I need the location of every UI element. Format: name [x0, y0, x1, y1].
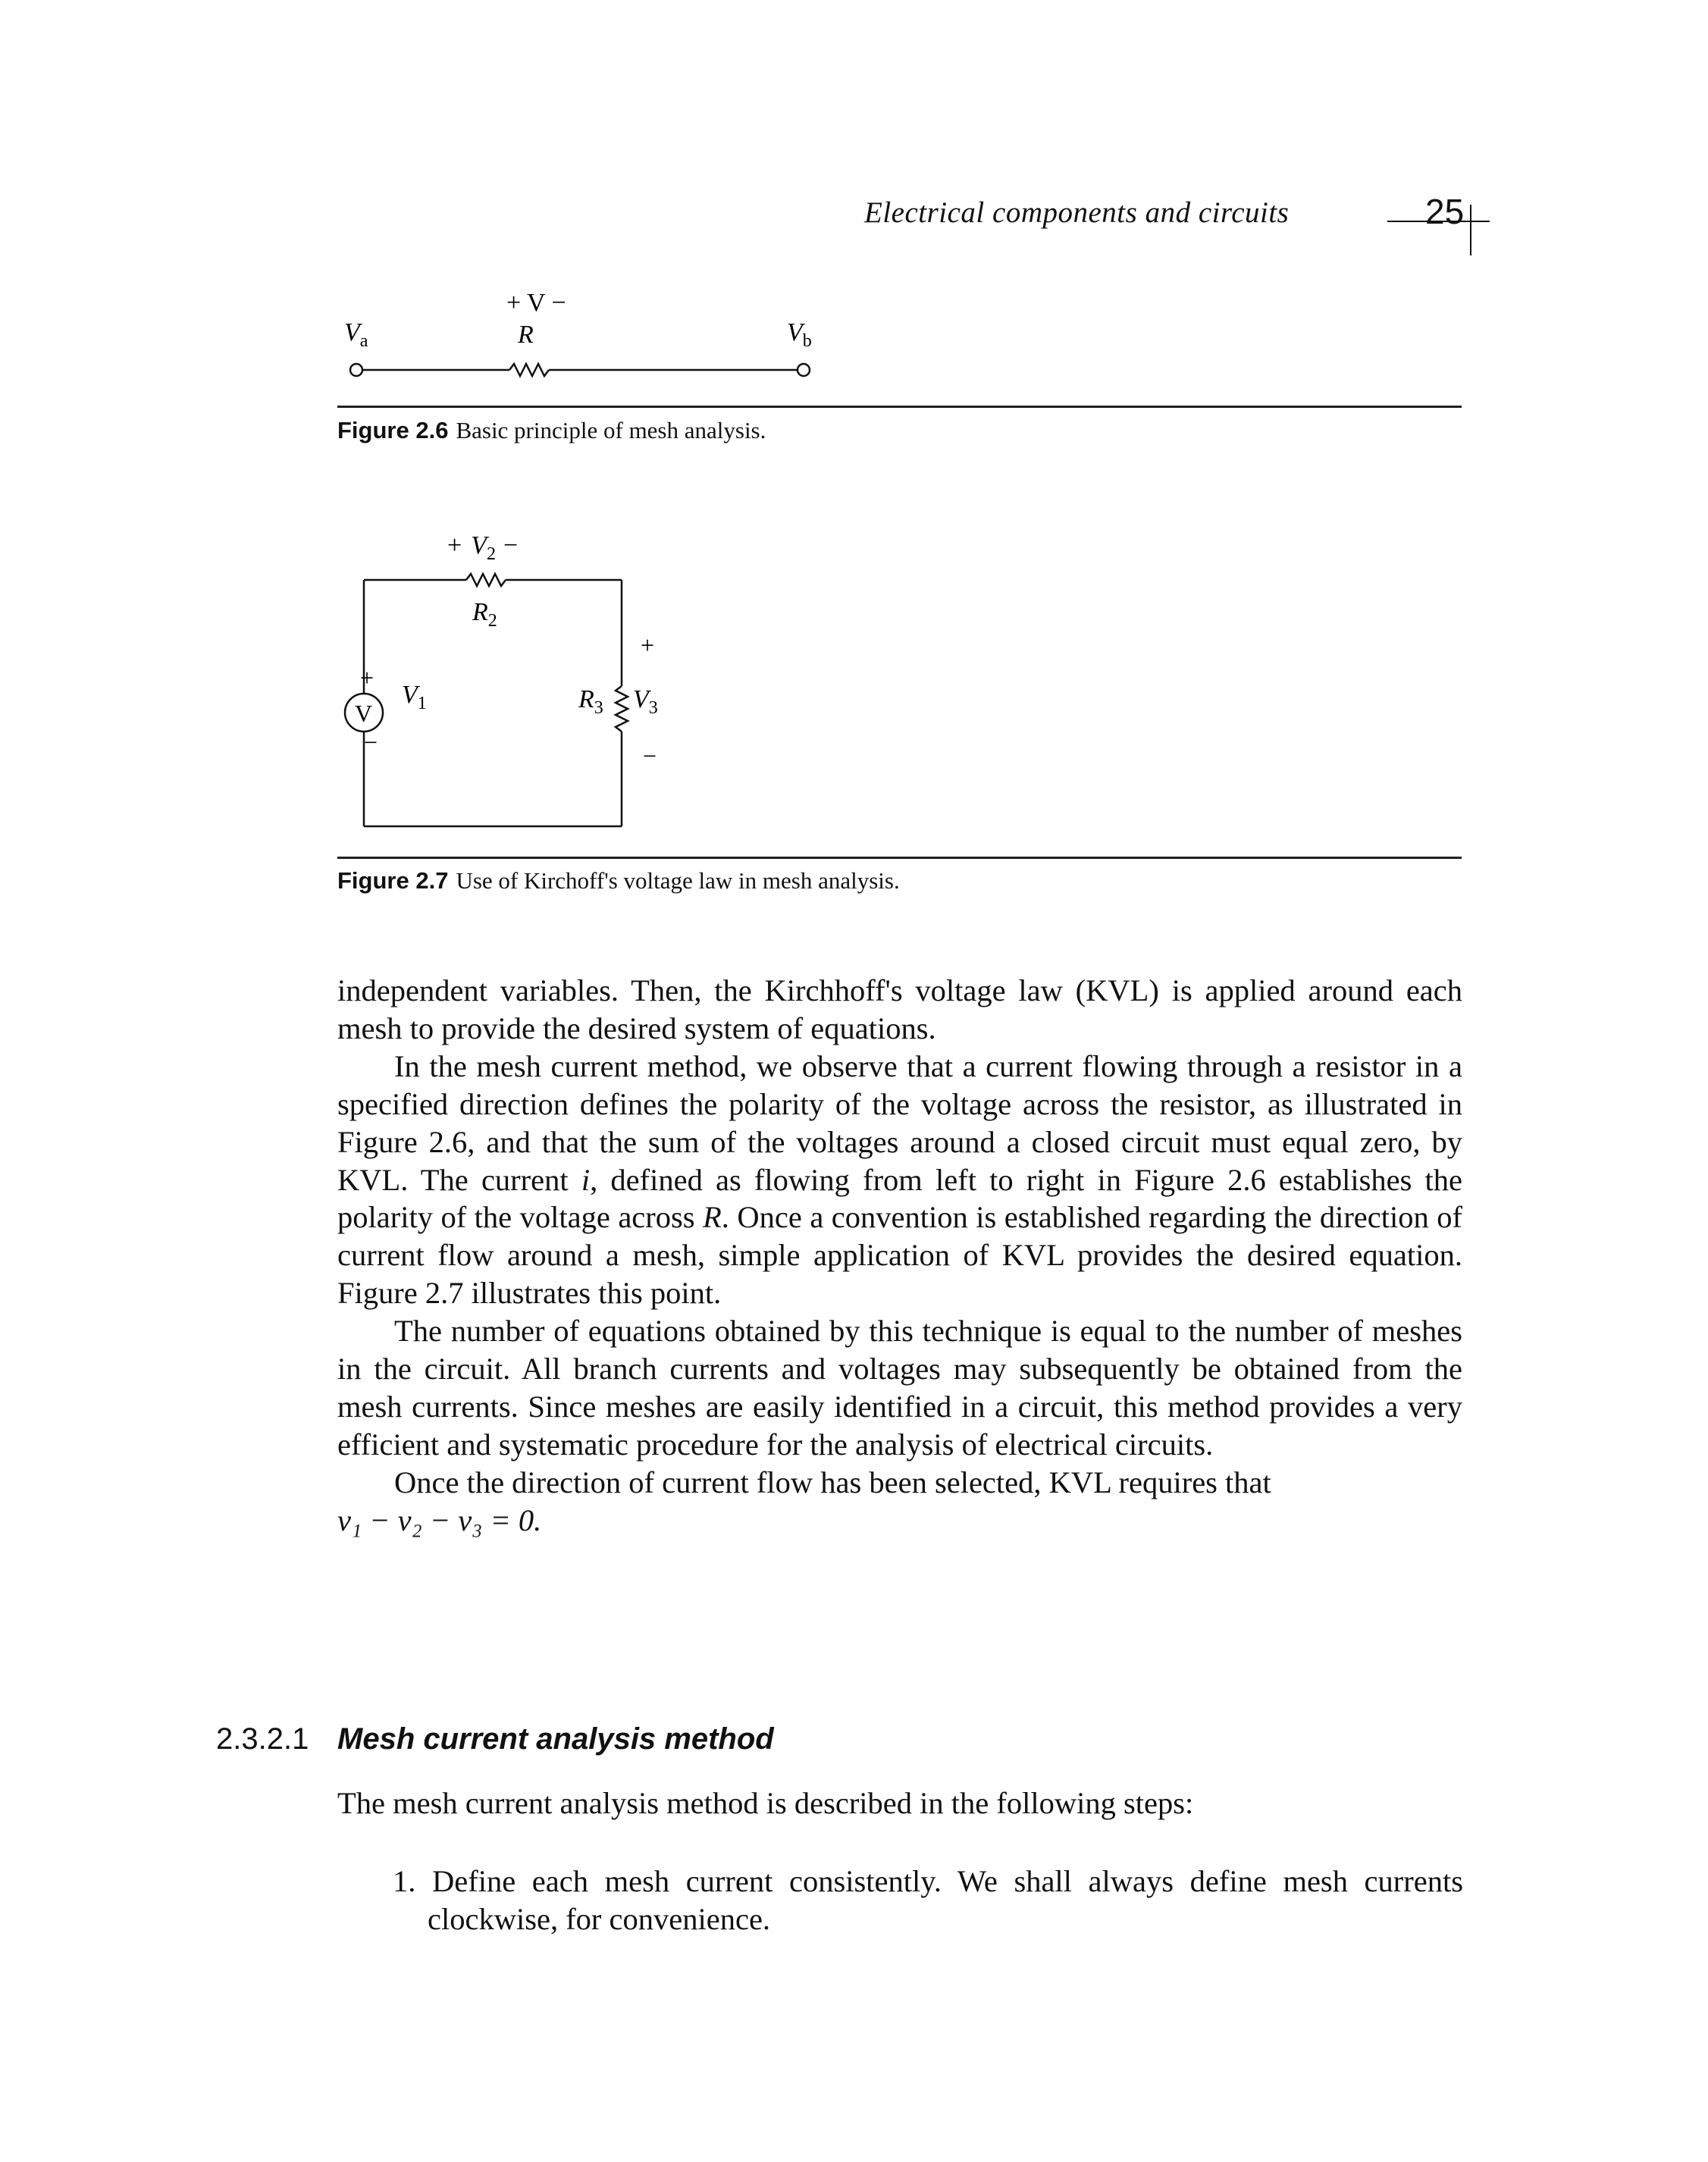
- paragraph-4: Once the direction of current flow has been selected, KVL requires that: [394, 1465, 1271, 1499]
- fig27-source-minus: −: [364, 728, 378, 756]
- fig26-node-a-label: $V_a$: [344, 318, 368, 351]
- fig27-resistor-r3: [616, 686, 628, 732]
- figure-2-6-label: Figure 2.6: [337, 417, 449, 443]
- fig26-terminal-a: [350, 364, 362, 376]
- figure-2-6-caption: [337, 417, 766, 444]
- fig26-terminal-b: [798, 364, 810, 376]
- figure-2-6-caption-text: Basic principle of mesh analysis.: [456, 417, 766, 443]
- page-number: 25: [1425, 192, 1465, 231]
- fig26-node-b-label: $V_b$: [787, 318, 812, 351]
- figure-2-7-label: Figure 2.7: [337, 867, 449, 894]
- figure-2-6-diagram: [334, 280, 819, 387]
- crop-mark-icon: [1387, 199, 1493, 259]
- fig27-v3-plus: +: [641, 631, 655, 659]
- section-heading: [216, 1722, 774, 1756]
- paragraph-3: The number of equations obtained by this technique is equal to the number of meshes in the circuit. All branch currents and voltages may subsequently be obtained from the mesh currents. Since meshes are easily identified in a circuit, this method provides a very efficient and systematic procedure for the analysis of electrical circuits.: [337, 1314, 1462, 1462]
- fig27-r3-label: $R_3$: [578, 685, 603, 718]
- figure-2-6-rule: [337, 406, 1462, 408]
- fig27-v2-label: + $V_2$ −: [447, 531, 519, 564]
- paragraph-2: In the mesh current method, we observe that a current flowing through a resistor in a specified direction defines the polarity of the voltage across the resistor, as illustrated in Figure 2.6, and that the sum of the voltages around a closed circuit must equal zero, by KVL. The current i, defined as flowing from left to right in Figure 2.6 establishes the polarity of the voltage across R. Once a convention is established regarding the direction of current flow around a mesh, simple application of KVL provides the desired equation. Figure 2.7 illustrates this point.: [337, 1048, 1462, 1311]
- fig27-v3-minus: −: [643, 742, 657, 769]
- fig27-source-symbol: V: [355, 700, 373, 727]
- fig27-v3-label: $V_3$: [633, 685, 658, 718]
- paragraph-1: independent variables. Then, the Kirchhoff's voltage law (KVL) is applied around each mesh to provide the desired system of equations.: [337, 973, 1462, 1045]
- section-title: Mesh current analysis method: [337, 1722, 774, 1756]
- running-title: Electrical components and circuits: [864, 196, 1290, 229]
- fig26-resistor-label: R: [518, 321, 534, 349]
- figure-2-7-caption-text: Use of Kirchoff's voltage law in mesh analysis.: [456, 867, 900, 894]
- figure-2-7-caption: [337, 867, 900, 895]
- list-item: 1. Define each mesh current consistently. We shall always define mesh currents clockwise, for convenience.: [393, 1864, 1463, 1936]
- figure-2-7-rule: [337, 857, 1462, 859]
- section-number: 2.3.2.1: [216, 1722, 309, 1756]
- figure-2-7-diagram: [307, 523, 701, 834]
- section-intro: The mesh current analysis method is described in the following steps:: [337, 1786, 1194, 1820]
- fig27-resistor-r2: [466, 574, 506, 586]
- body-text: [337, 972, 1462, 1540]
- fig26-resistor: [509, 364, 549, 376]
- fig27-source-plus: +: [360, 664, 375, 691]
- fig27-v1-label: $V_1$: [402, 681, 427, 713]
- kvl-equation: v₁ − v₂ − v₃ = 0.: [337, 1502, 542, 1537]
- fig26-voltage-label: + V −: [506, 289, 566, 317]
- fig27-r2-label: $R_2$: [472, 598, 497, 631]
